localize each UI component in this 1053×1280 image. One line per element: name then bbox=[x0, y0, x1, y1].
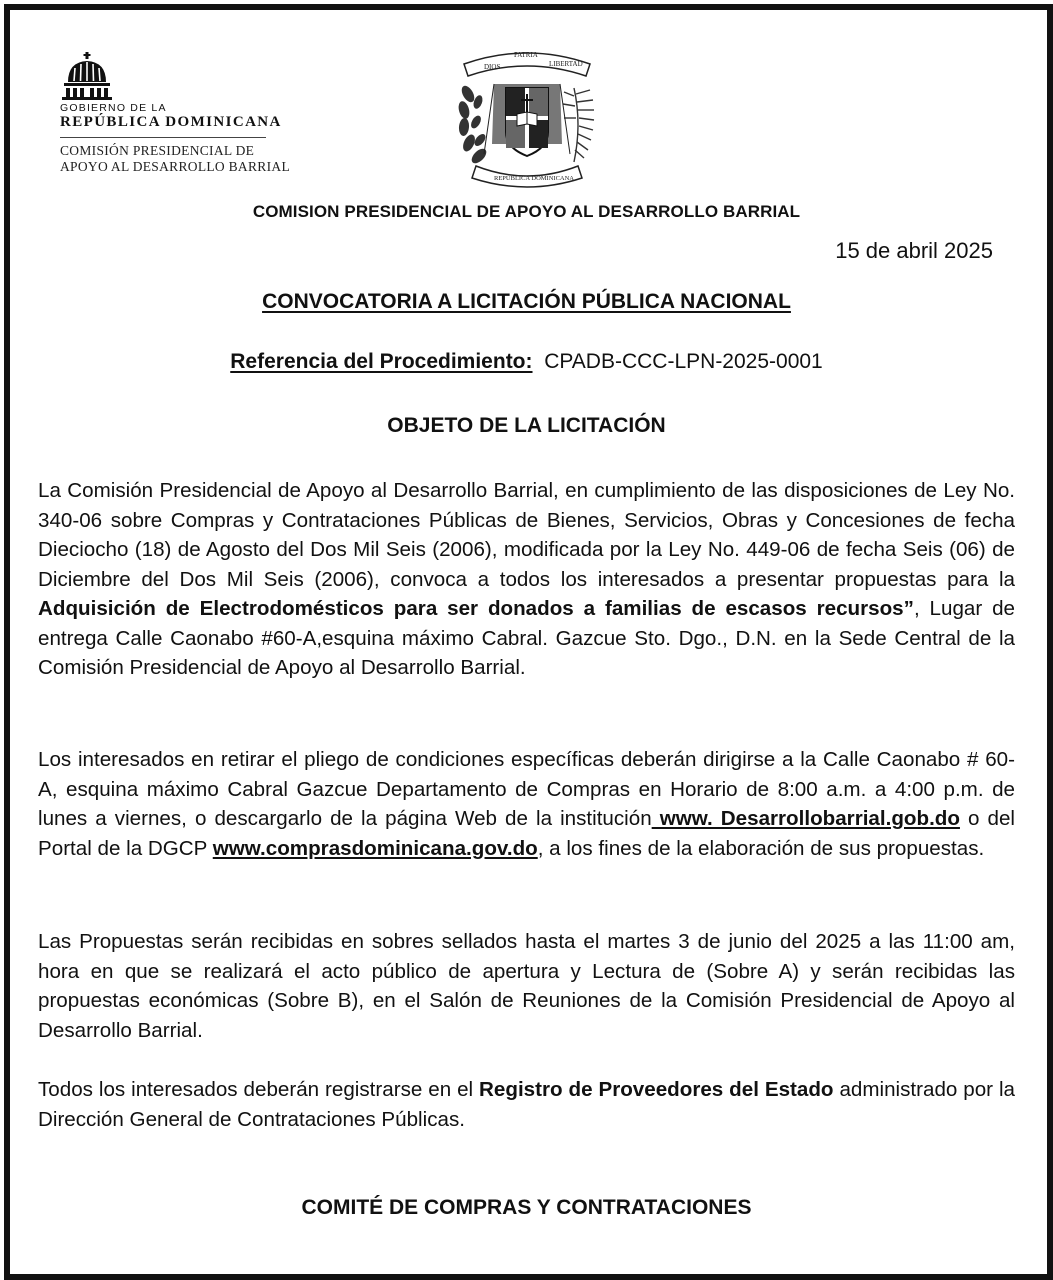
p2-text-b: o del Portal de la DGCP bbox=[38, 807, 1015, 860]
p1-text-a: La Comisión Presidencial de Apoyo al Desarrollo Barrial, en cumplimiento de las disposiciones de Ley No. 340-06 sobre Compras y Contrataciones Públicas de Bienes, Servicios, Obras y Concesiones de fecha Dieciocho (18) de Agosto del Dos Mil Seis (2006), modificada por la Ley No. 449-06 de fecha Seis (06) de Diciembre del Dos Mil Seis (2006), convoca a todos los interesados a presentar propuestas para la bbox=[38, 479, 1015, 591]
seal-motto-center: PATRIA bbox=[514, 51, 538, 59]
p1-text-b: , Lugar de entrega Calle Caonabo #60-A,esquina máximo Cabral. Gazcue Sto. Dgo., D.N. en la Sede Central de la Comisión Presidencial de Apoyo al Desarrollo Barrial. bbox=[38, 597, 1015, 679]
gov-line-1: GOBIERNO DE LA bbox=[60, 102, 167, 114]
reference-label: Referencia del Procedimiento: bbox=[230, 350, 533, 373]
gov-line-2: REPÚBLICA DOMINICANA bbox=[60, 114, 282, 130]
committee-signature: COMITÉ DE COMPRAS Y CONTRATACIONES bbox=[301, 1196, 752, 1219]
p1-bold-text: Adquisición de Electrodomésticos para ser donados a familias de escasos recursos” bbox=[38, 597, 914, 620]
objeto-heading: OBJETO DE LA LICITACIÓN bbox=[387, 414, 666, 437]
seal-ribbon-text: REPÚBLICA DOMINICANA bbox=[494, 175, 574, 182]
p4-text-a: Todos los interesados deberán registrarse en el bbox=[38, 1078, 480, 1101]
organization-title: COMISION PRESIDENCIAL DE APOYO AL DESARROLLO BARRIAL bbox=[252, 202, 801, 221]
paragraph-registro bbox=[38, 1075, 1015, 1134]
commission-line-2: APOYO AL DESARROLLO BARRIAL bbox=[60, 159, 290, 174]
capitol-dome-icon bbox=[62, 52, 112, 100]
government-logo bbox=[60, 52, 320, 175]
dgcp-portal-link[interactable]: www.comprasdominicana.gov.do bbox=[212, 836, 538, 860]
institution-website-link[interactable]: www. Desarrollobarrial.gob.do bbox=[651, 807, 960, 830]
seal-motto-left: DIOS bbox=[484, 63, 501, 71]
p4-text-b: administrado por la Dirección General de Contrataciones Públicas. bbox=[38, 1078, 1015, 1131]
p2-text-c: , a los fines de la elaboración de sus propuestas. bbox=[537, 836, 985, 860]
reference-value: CPADB-CCC-LPN-2025-0001 bbox=[544, 350, 823, 373]
seal-motto-right: LIBERTAD bbox=[549, 60, 583, 68]
paragraph-pliego bbox=[38, 745, 1015, 863]
p4-bold-text: Registro de Proveedores del Estado bbox=[479, 1078, 834, 1101]
p2-text-a: Los interesados en retirar el pliego de condiciones específicas deberán dirigirse a la Calle Caonabo # 60-A, esquina máximo Cabral Gazcue Departamento de Compras en Horario de 8:00 a.m. a 4:00 p.m. de lunes a viernes, o descargarlo de la página Web de la institución bbox=[38, 748, 1015, 830]
logo-divider bbox=[60, 137, 266, 138]
coat-of-arms-icon bbox=[454, 44, 600, 188]
paragraph-propuestas: Las Propuestas serán recibidas en sobres sellados hasta el martes 3 de junio del 2025 a las 11:00 am, hora en que se realizará el acto público de apertura y Lectura de (Sobre A) y serán recibidas las propuestas económicas (Sobre B), en el Salón de Reuniones de la Comisión Presidencial de Apoyo al Desarrollo Barrial. bbox=[38, 930, 1015, 1042]
paragraph-objeto bbox=[38, 476, 1015, 683]
document-title: CONVOCATORIA A LICITACIÓN PÚBLICA NACIONAL bbox=[262, 290, 791, 313]
commission-line-1: COMISIÓN PRESIDENCIAL DE bbox=[60, 143, 255, 158]
reference-line bbox=[0, 350, 1053, 374]
document-date: 15 de abril 2025 bbox=[835, 238, 993, 263]
